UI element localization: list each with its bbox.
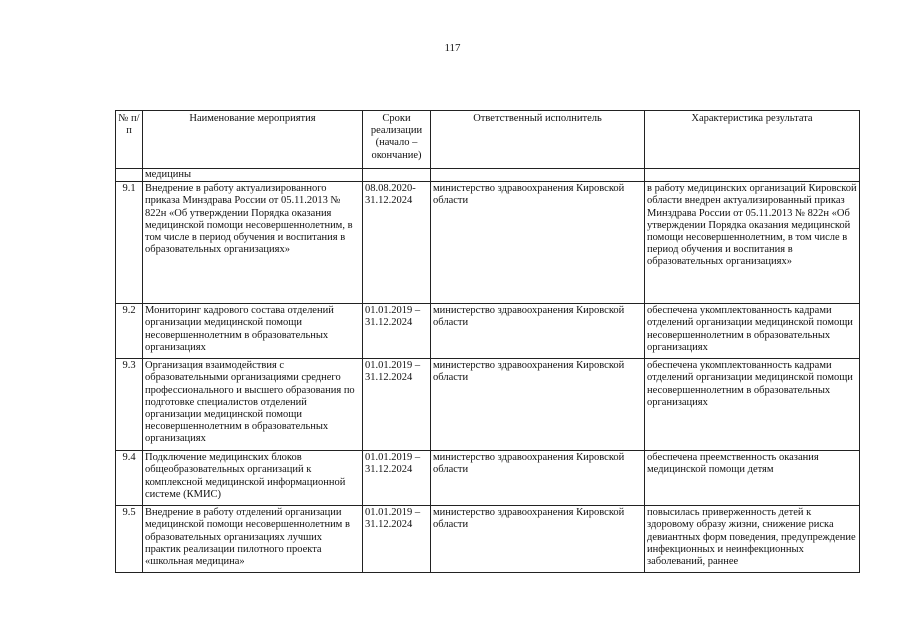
table-row <box>116 182 860 304</box>
row-period: 01.01.2019 – 31.12.2024 <box>363 359 431 451</box>
header-result: Характеристика результата <box>645 111 860 169</box>
row-period: 01.01.2019 – 31.12.2024 <box>363 304 431 359</box>
row-number: 9.1 <box>116 182 143 304</box>
row-executor: министерство здравоохранения Кировской области <box>431 182 645 304</box>
table-row <box>116 451 860 506</box>
row-period: 08.08.2020- 31.12.2024 <box>363 182 431 304</box>
row-name: Внедрение в работу актуализированного приказа Минздрава России от 05.11.2013 № 822н «Об утверждении Порядка оказания медицинской помощи несовершеннолетним, в том числе в период обучения и воспитания в образовательных организациях» <box>143 182 363 304</box>
continuation-executor-cell <box>431 169 645 182</box>
table-row <box>116 304 860 359</box>
row-result: обеспечена укомплектованность кадрами отделений организации медицинской помощи несовершеннолетним в образовательных организациях <box>645 304 860 359</box>
header-num: № п/п <box>116 111 143 169</box>
continuation-text: медицины <box>143 169 363 182</box>
continuation-num-cell <box>116 169 143 182</box>
continuation-result-cell <box>645 169 860 182</box>
continuation-period-cell <box>363 169 431 182</box>
row-name: Подключение медицинских блоков общеобразовательных организаций к комплексной медицинской информационной системе (КМИС) <box>143 451 363 506</box>
measures-table <box>115 110 860 573</box>
row-executor: министерство здравоохранения Кировской области <box>431 304 645 359</box>
row-name: Мониторинг кадрового состава отделений организации медицинской помощи несовершеннолетним в образовательных организациях <box>143 304 363 359</box>
row-number: 9.4 <box>116 451 143 506</box>
row-period: 01.01.2019 – 31.12.2024 <box>363 506 431 573</box>
header-period: Сроки реализации (начало – окончание) <box>363 111 431 169</box>
row-number: 9.2 <box>116 304 143 359</box>
row-name: Внедрение в работу отделений организации медицинской помощи несовершеннолетним в образовательных организациях лучших практик реализации пилотного проекта «школьная медицина» <box>143 506 363 573</box>
row-period: 01.01.2019 – 31.12.2024 <box>363 451 431 506</box>
row-result: обеспечена преемственность оказания медицинской помощи детям <box>645 451 860 506</box>
row-executor: министерство здравоохранения Кировской области <box>431 451 645 506</box>
page-number: 117 <box>444 42 461 54</box>
row-result: обеспечена укомплектованность кадрами отделений организации медицинской помощи несовершеннолетним в образовательных организациях <box>645 359 860 451</box>
header-name: Наименование мероприятия <box>143 111 363 169</box>
row-result: повысилась приверженность детей к здоровому образу жизни, снижение риска девиантных форм поведения, предупреждение инфекционных и неинфекционных заболеваний, раннее <box>645 506 860 573</box>
table-row <box>116 506 860 573</box>
row-name: Организация взаимодействия с образовательными организациями среднего профессионального и высшего образования по подготовке специалистов отделений организации медицинской помощи несовершеннолетним в образовательных организациях <box>143 359 363 451</box>
header-row <box>116 111 860 169</box>
row-executor: министерство здравоохранения Кировской области <box>431 359 645 451</box>
row-number: 9.3 <box>116 359 143 451</box>
row-result: в работу медицинских организаций Кировской области внедрен актуализированный приказ Минздрава России от 05.11.2013 № 822н «Об утверждении Порядка оказания медицинской помощи несовершеннолетним, в том числе в период обучения и воспитания в образовательных организациях» <box>645 182 860 304</box>
header-executor: Ответственный исполнитель <box>431 111 645 169</box>
table-row <box>116 359 860 451</box>
continuation-row <box>116 169 860 182</box>
row-executor: министерство здравоохранения Кировской области <box>431 506 645 573</box>
row-number: 9.5 <box>116 506 143 573</box>
